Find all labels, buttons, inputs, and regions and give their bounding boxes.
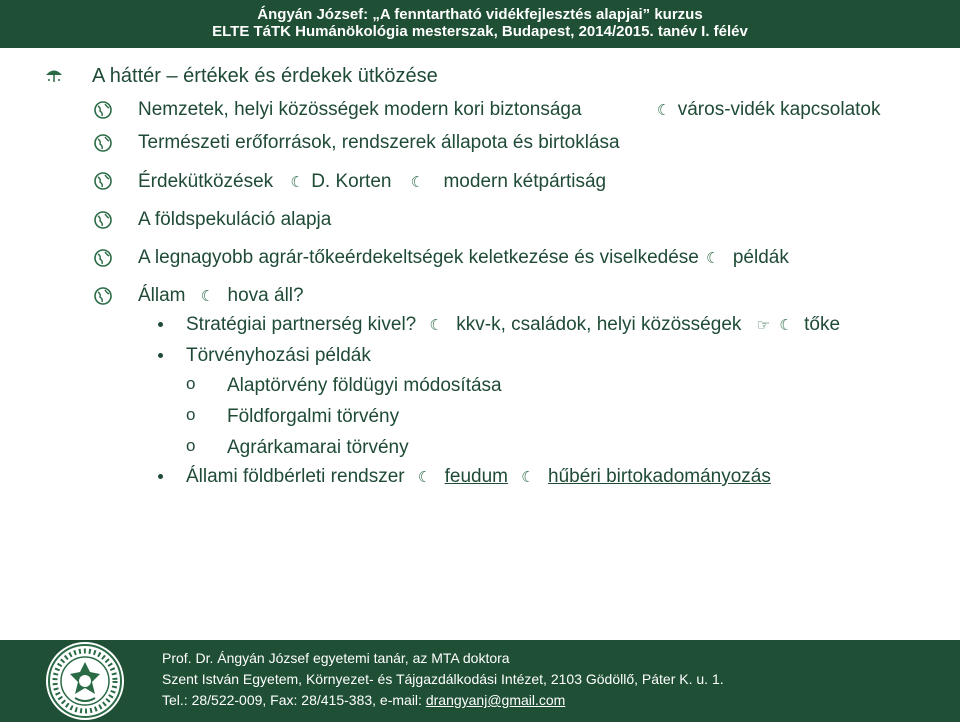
footer-phone-email: Tel.: 28/522-009, Fax: 28/415-383, e-mail: drangyanj@gmail.com: [162, 692, 566, 708]
sub-item-partnership: Stratégiai partnerség kivel? ☾ kkv-k, családok, helyi közösségek ☞ ☾ tőke: [186, 313, 840, 338]
sub-item-land-lease: Állami földbérleti rendszer ☾ feudum ☾ hűbéri birtokadományozás: [186, 465, 771, 490]
circle-bullet: o: [186, 436, 196, 455]
umbrella-icon: [44, 65, 64, 85]
course-subtitle: ELTE TáTK Humánökológia mesterszak, Budapest, 2014/2015. tanév I. félév: [212, 23, 748, 40]
legislation-1: Alaptörvény földügyi módosítása: [227, 375, 502, 396]
circle-bullet: o: [186, 405, 196, 424]
item-1-relation: ☾ város-vidék kapcsolatok: [655, 98, 881, 123]
email-link[interactable]: drangyanj@gmail.com: [425, 692, 566, 708]
item-5: A legnagyobb agrár-tőkeérdekeltségek keletkezése és viselkedése ☾ példák: [138, 246, 789, 271]
moon-icon: ☾: [200, 288, 215, 305]
moon-icon: ☾: [410, 174, 425, 191]
section-title: A háttér – értékek és érdekek ütközése: [92, 65, 438, 87]
legislation-2: Földforgalmi törvény: [227, 406, 400, 427]
footer-author: Prof. Dr. Ángyán József egyetemi tanár, az MTA doktora: [162, 650, 510, 666]
bullet-dot: [158, 353, 163, 358]
moon-icon: ☾: [429, 317, 443, 334]
footer-institute: Szent István Egyetem, Környezet- és Tájgazdálkodási Intézet, 2103 Gödöllő, Páter K. u. 1.: [162, 671, 724, 687]
moon-icon: ☾: [417, 469, 432, 486]
item-4: A földspekuláció alapja: [138, 209, 332, 230]
item-6: Állam ☾ hova áll?: [138, 284, 304, 309]
legislation-3: Agrárkamarai törvény: [227, 437, 409, 458]
globe-icon: [93, 210, 113, 230]
item-2: Természeti erőforrások, rendszerek állapota és birtoklása: [138, 132, 620, 153]
globe-icon: [93, 286, 113, 306]
page-footer: [0, 640, 960, 722]
globe-icon: [93, 171, 113, 191]
university-seal-logo: [42, 640, 128, 722]
moon-icon: ☾: [779, 317, 793, 334]
globe-icon: [93, 248, 113, 268]
item-3: Érdekütközések ☾ D. Korten ☾ modern kétpártiság: [138, 170, 606, 195]
footer-contact: [162, 648, 724, 711]
course-title: Ángyán József: „A fenntartható vidékfejlesztés alapjai” kurzus: [257, 6, 703, 23]
globe-icon: [93, 133, 113, 153]
circle-bullet: o: [186, 374, 196, 393]
bullet-dot: [158, 474, 163, 479]
bullet-dot: [158, 322, 163, 327]
item-1: Nemzetek, helyi közösségek modern kori biztonsága: [138, 99, 582, 120]
moon-icon: ☾: [706, 250, 720, 267]
sub-item-legislation: Törvényhozási példák: [186, 345, 371, 366]
globe-icon: [93, 100, 113, 120]
pointing-hand-icon: ☞: [756, 317, 771, 334]
moon-icon: ☾: [657, 102, 671, 119]
moon-icon: ☾: [290, 174, 304, 191]
moon-icon: ☾: [521, 469, 535, 486]
